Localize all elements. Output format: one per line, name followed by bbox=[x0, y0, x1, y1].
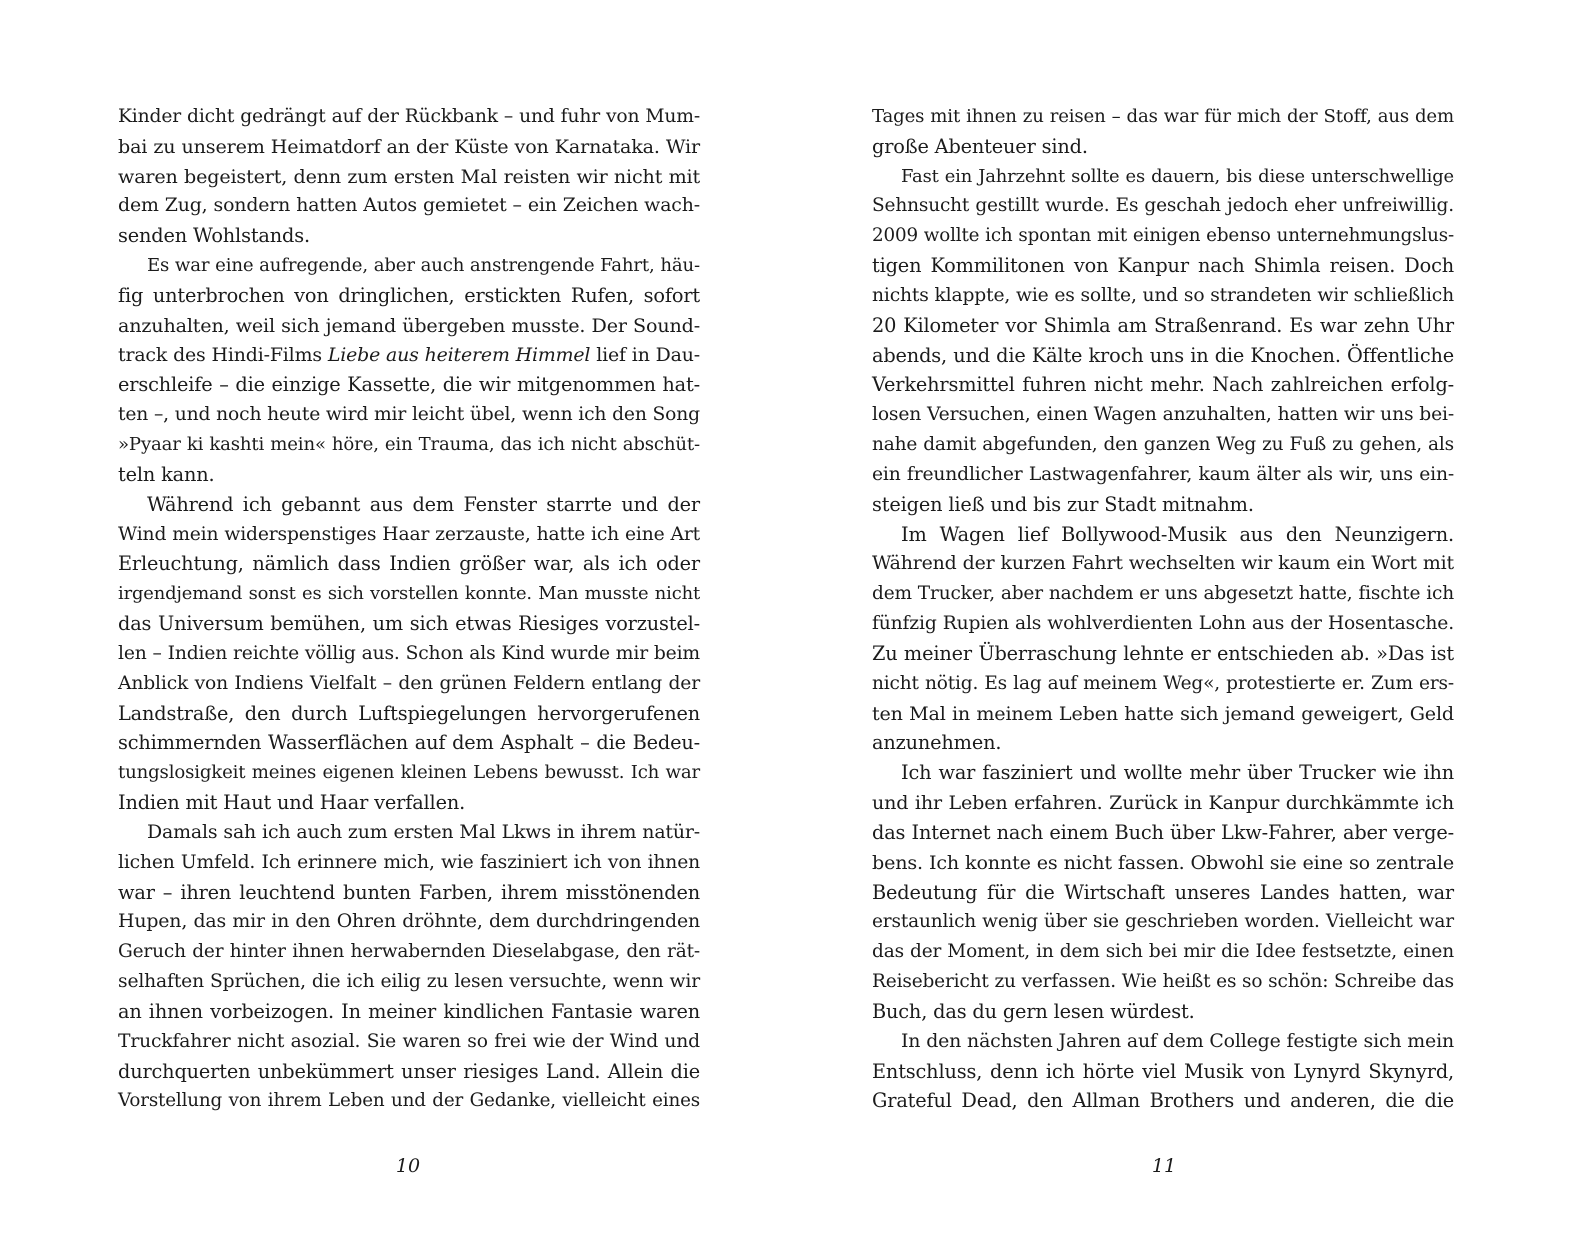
right-page-text bbox=[872, 102, 1454, 1116]
text-line: Während der kurzen Fahrt wechselten wir kaum ein Wort mit bbox=[872, 552, 1454, 575]
text-line: große Abenteuer sind. bbox=[872, 134, 1088, 158]
text-line: schimmernden Wasserflächen auf dem Asphalt – die Bedeu- bbox=[118, 731, 700, 755]
text-run: track des Hindi-Films bbox=[118, 343, 328, 366]
text-line: ten Mal in meinem Leben hatte sich jemand geweigert, Geld bbox=[872, 701, 1454, 725]
text-line: Vorstellung von ihrem Leben und der Gedanke, vielleicht eines bbox=[118, 1090, 700, 1112]
text-line: Tages mit ihnen zu reisen – das war für mich der Stoff, aus dem bbox=[872, 106, 1454, 127]
text-line: das Universum bemühen, um sich etwas Riesiges vorzustel- bbox=[118, 612, 700, 636]
text-line: an ihnen vorbeizogen. In meiner kindlichen Fantasie waren bbox=[118, 999, 700, 1023]
text-line: das der Moment, in dem sich bei mir die Idee festsetzte, einen bbox=[872, 941, 1454, 963]
text-line: Es war eine aufregende, aber auch anstrengende Fahrt, häu- bbox=[147, 255, 700, 277]
text-line: Damals sah ich auch zum ersten Mal Lkws in ihrem natür- bbox=[147, 820, 700, 843]
text-line: tigen Kommilitonen von Kanpur nach Shimla reisen. Doch bbox=[872, 254, 1454, 278]
text-line: 20 Kilometer vor Shimla am Straßenrand. Es war zehn Uhr bbox=[872, 313, 1454, 337]
text-line: Fast ein Jahrzehnt sollte es dauern, bis diese unterschwellige bbox=[901, 165, 1454, 187]
text-line: lichen Umfeld. Ich erinnere mich, wie fasziniert ich von ihnen bbox=[118, 851, 700, 873]
text-run: lief in Dau- bbox=[590, 343, 700, 366]
text-line: teln kann. bbox=[118, 462, 215, 486]
text-line: losen Versuchen, einen Wagen anzuhalten, hatten wir uns bei- bbox=[872, 404, 1454, 426]
text-line: bai zu unserem Heimatdorf an der Küste von Karnataka. Wir bbox=[118, 134, 700, 158]
text-line: waren begeistert, denn zum ersten Mal reisten wir nicht mit bbox=[118, 164, 700, 188]
text-line: 2009 wollte ich spontan mit einigen ebenso unternehmungslus- bbox=[872, 225, 1454, 247]
text-line: Hupen, das mir in den Ohren dröhnte, dem durchdringenden bbox=[118, 910, 700, 933]
left-page-text bbox=[118, 102, 700, 1116]
text-line: Buch, das du gern lesen würdest. bbox=[872, 999, 1195, 1023]
text-line: war – ihren leuchtend bunten Farben, ihrem misstönenden bbox=[118, 880, 700, 904]
text-line: Wind mein widerspenstiges Haar zerzauste, hatte ich eine Art bbox=[118, 523, 700, 545]
text-line: fig unterbrochen von dringlichen, erstickten Rufen, sofort bbox=[118, 283, 700, 307]
text-line: Landstraße, den durch Luftspiegelungen hervorgerufenen bbox=[118, 701, 700, 725]
text-line: Reisebericht zu verfassen. Wie heißt es so schön: Schreibe das bbox=[872, 971, 1454, 993]
text-line: Grateful Dead, den Allman Brothers und anderen, die die bbox=[872, 1089, 1454, 1113]
text-line: Geruch der hinter ihnen herwabernden Dieselabgase, den rät- bbox=[118, 941, 700, 963]
text-line: Anblick von Indiens Vielfalt – den grünen Feldern entlang der bbox=[118, 672, 700, 694]
italic-film-title: Liebe aus heiterem Himmel bbox=[327, 343, 591, 366]
text-line: Entschluss, denn ich hörte viel Musik von Lynyrd Skynyrd, bbox=[872, 1059, 1454, 1083]
text-line: durchquerten unbekümmert unser riesiges Land. Allein die bbox=[118, 1059, 700, 1083]
text-line: nicht nötig. Es lag auf meinem Weg«, protestierte er. Zum ers- bbox=[872, 672, 1454, 694]
text-line: In den nächsten Jahren auf dem College festigte sich mein bbox=[901, 1029, 1454, 1052]
text-line: anzunehmen. bbox=[872, 731, 1002, 755]
text-line: selhaften Sprüchen, die ich eilig zu lesen versuchte, wenn wir bbox=[118, 971, 700, 993]
text-line: erschleife – die einzige Kassette, die wir mitgenommen hat- bbox=[118, 373, 700, 397]
text-line: das Internet nach einem Buch über Lkw-Fahrer, aber verge- bbox=[872, 820, 1454, 844]
text-line: erstaunlich wenig über sie geschrieben worden. Vielleicht war bbox=[872, 911, 1454, 933]
text-line: abends, und die Kälte kroch uns in die Knochen. Öffentliche bbox=[872, 343, 1454, 367]
text-line: Bedeutung für die Wirtschaft unseres Landes hatten, war bbox=[872, 880, 1454, 904]
text-line: anzuhalten, weil sich jemand übergeben musste. Der Sound- bbox=[118, 313, 700, 337]
text-line: ein freundlicher Lastwagenfahrer, kaum älter als wir, uns ein- bbox=[872, 463, 1454, 485]
text-line: nichts klappte, wie es sollte, und so strandeten wir schließlich bbox=[872, 284, 1454, 306]
text-line: senden Wohlstands. bbox=[118, 224, 310, 248]
text-line: Erleuchtung, nämlich dass Indien größer war, als ich oder bbox=[118, 552, 700, 576]
text-line: len – Indien reichte völlig aus. Schon als Kind wurde mir beim bbox=[118, 642, 700, 664]
text-line: ten –, und noch heute wird mir leicht übel, wenn ich den Song bbox=[118, 404, 700, 426]
text-line: Truckfahrer nicht asozial. Sie waren so frei wie der Wind und bbox=[118, 1030, 700, 1052]
text-line: Verkehrsmittel fuhren nicht mehr. Nach zahlreichen erfolg- bbox=[872, 373, 1454, 397]
text-line: Indien mit Haut und Haar verfallen. bbox=[118, 791, 466, 815]
text-line: Ich war fasziniert und wollte mehr über Trucker wie ihn bbox=[901, 761, 1454, 785]
text-line: Sehnsucht gestillt wurde. Es geschah jedoch eher unfreiwillig. bbox=[872, 195, 1454, 217]
text-line: bens. Ich konnte es nicht fassen. Obwohl sie eine so zentrale bbox=[872, 850, 1454, 874]
text-line bbox=[118, 341, 700, 371]
text-line: fünfzig Rupien als wohlverdienten Lohn aus der Hosentasche. bbox=[872, 613, 1454, 635]
left-page-number: 10 bbox=[395, 1155, 421, 1177]
text-line: Im Wagen lief Bollywood-Musik aus den Neunzigern. bbox=[901, 522, 1454, 546]
text-line: dem Zug, sondern hatten Autos gemietet – ein Zeichen wach- bbox=[118, 194, 700, 217]
text-line: Während ich gebannt aus dem Fenster starrte und der bbox=[147, 492, 700, 516]
text-line: Zu meiner Überraschung lehnte er entschieden ab. »Das ist bbox=[872, 641, 1454, 665]
text-line: tungslosigkeit meines eigenen kleinen Lebens bewusst. Ich war bbox=[118, 762, 700, 784]
right-page-number: 11 bbox=[1151, 1155, 1177, 1177]
text-line: nahe damit abgefunden, den ganzen Weg zu Fuß zu gehen, als bbox=[872, 434, 1454, 456]
text-line: irgendjemand sonst es sich vorstellen konnte. Man musste nicht bbox=[118, 583, 700, 605]
text-line: und ihr Leben erfahren. Zurück in Kanpur durchkämmte ich bbox=[872, 791, 1454, 815]
text-line: dem Trucker, aber nachdem er uns abgesetzt hatte, fischte ich bbox=[872, 583, 1454, 605]
text-line: Kinder dicht gedrängt auf der Rückbank – und fuhr von Mum- bbox=[118, 106, 700, 127]
text-line: steigen ließ und bis zur Stadt mitnahm. bbox=[872, 492, 1254, 516]
text-line: »Pyaar ki kashti mein« höre, ein Trauma, das ich nicht abschüt- bbox=[118, 434, 700, 456]
